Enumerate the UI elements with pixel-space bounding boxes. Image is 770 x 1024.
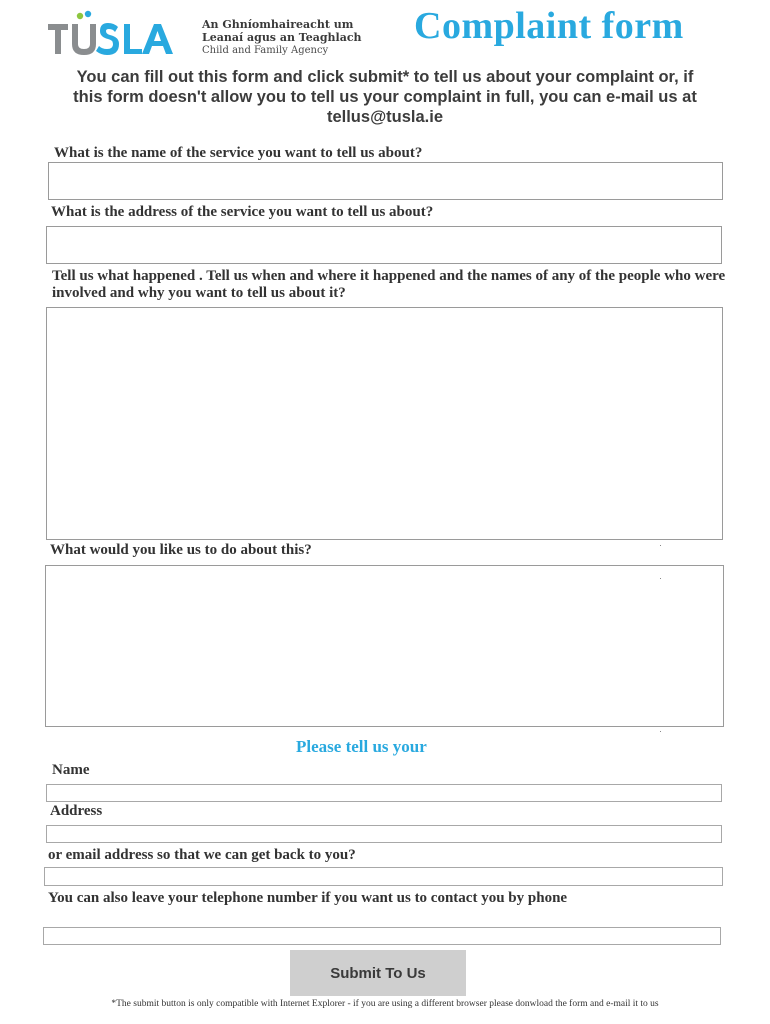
contact-heading: Please tell us your	[296, 737, 427, 756]
agency-name-english: Child and Family Agency	[202, 45, 329, 56]
email-label: or email address so that we can get back to you?	[48, 847, 356, 863]
intro-text: You can fill out this form and click submit* to tell us about your complaint or, if this form doesn't allow you to tell us your complaint in full, you can e-mail us at tellus@tusla.ie	[73, 68, 697, 126]
logo-dot-green	[77, 13, 83, 19]
phone-field[interactable]	[43, 927, 721, 945]
logo-letter-t	[48, 24, 68, 54]
logo-letter-u	[72, 24, 96, 55]
agency-name-irish-line1: An Ghníomhaireacht um	[202, 18, 354, 31]
logo-letter-a	[142, 24, 173, 54]
what-happened-label: Tell us what happened . Tell us when and where it happened and the names of any of the people who were involved and why you want to tell us about it?	[52, 268, 726, 301]
service-name-label: What is the name of the service you want to tell us about?	[54, 145, 423, 161]
phone-label: You can also leave your telephone number if you want us to contact you by phone	[48, 890, 568, 906]
logo-letter-s	[96, 23, 119, 55]
service-address-label: What is the address of the service you want to tell us about?	[51, 204, 434, 220]
submit-button[interactable]: Submit To Us	[290, 950, 466, 996]
address-label: Address	[50, 803, 103, 819]
page-title: Complaint form	[414, 5, 684, 47]
logo-letter-l	[124, 24, 142, 54]
scan-mark	[660, 545, 661, 546]
desired-outcome-label: What would you like us to do about this?	[50, 542, 312, 558]
footnote: *The submit button is only compatible with Internet Explorer - if you are using a different browser please donwload the form and e-mail it to us	[111, 999, 659, 1009]
service-address-field[interactable]	[46, 226, 722, 264]
logo-dot-blue	[85, 11, 91, 17]
name-label: Name	[52, 762, 90, 778]
address-field[interactable]	[46, 825, 722, 843]
agency-name-irish-line2: Leanaí agus an Teaghlach	[202, 31, 362, 44]
scan-mark	[660, 578, 661, 579]
what-happened-field[interactable]	[46, 307, 723, 540]
tusla-logo	[46, 8, 190, 58]
scan-mark	[660, 731, 661, 732]
service-name-field[interactable]	[48, 162, 723, 200]
email-field[interactable]	[44, 867, 723, 886]
name-field[interactable]	[46, 784, 722, 802]
desired-outcome-field[interactable]	[45, 565, 724, 727]
